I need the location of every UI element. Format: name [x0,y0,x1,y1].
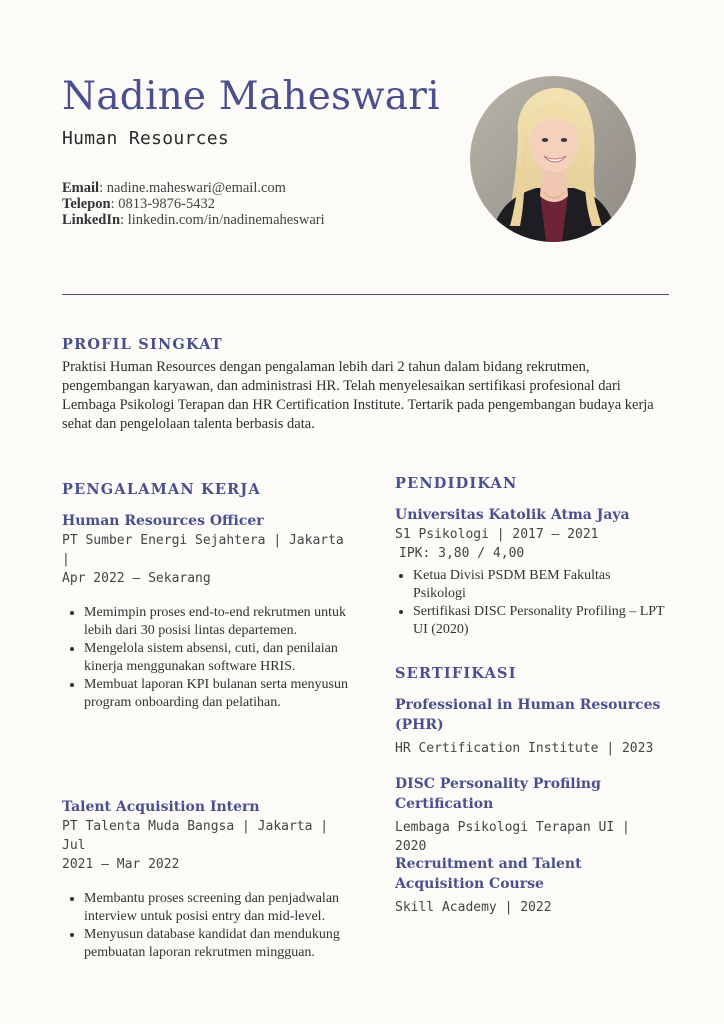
profile-section-title: PROFIL SINGKAT [62,336,223,353]
certification-issuer: Skill Academy | 2022 [395,900,552,915]
education-gpa: IPK: 3,80 / 4,00 [399,546,525,561]
job-bullet: • Membantu proses screening dan penjadwalan interview untuk posisi entry dan mid-level. [84,890,352,926]
contact-label: LinkedIn [62,212,121,228]
job-bullets [62,604,352,712]
certification-entry [395,774,665,856]
certification-name: Recruitment and Talent Acquisition Course [395,856,582,892]
contact-linkedin: LinkedIn: linkedin.com/in/nadinemaheswari [62,212,325,228]
candidate-name: Nadine Maheswari [62,74,440,119]
job-title: Talent Acquisition Intern [62,799,260,815]
certification-section-title: SERTIFIKASI [395,665,517,682]
profile-summary: Praktisi Human Resources dengan pengalaman lebih dari 2 tahun dalam bidang rekrutmen, pengembangan karyawan, dan administrasi HR. Telah menyelesaikan sertifikasi profesional dari Lembaga Psikologi Terapan dan HR Certification Institute. Tertarik pada pengembangan budaya kerja sehat dan pengelolaan talenta berbasis data. [62,359,654,432]
job-company: PT Talenta Muda Bangsa | Jakarta | Jul [62,819,329,853]
job-period: Apr 2022 – Sekarang [62,571,211,586]
contact-value: 0813-9876-5432 [118,196,215,212]
job-entry [62,797,352,962]
job-entry [62,511,352,712]
certification-entry [395,854,665,917]
contact-phone: Telepon: 0813-9876-5432 [62,196,215,212]
job-title: Human Resources Officer [62,513,264,529]
education-section-title: PENDIDIKAN [395,475,518,492]
job-period: 2021 – Mar 2022 [62,857,180,872]
certification-issuer: HR Certification Institute | 2023 [395,741,654,756]
education-degree: S1 Psikologi | 2017 – 2021 [395,527,599,542]
header-divider [62,294,669,295]
profile-photo [470,76,636,242]
profile-photo-illustration [470,76,636,242]
candidate-role: Human Resources [62,128,230,149]
experience-section-title: PENGALAMAN KERJA [62,481,261,498]
contact-email: Email: nadine.maheswari@email.com [62,180,286,196]
certification-name: DISC Personality Profiling Certification [395,776,601,812]
education-bullet: • Ketua Divisi PSDM BEM Fakultas Psikologi [413,567,665,603]
contact-label: Email [62,180,100,196]
education-entry [395,505,665,639]
contact-value: nadine.maheswari@email.com [106,180,286,196]
job-bullet: • Mengelola sistem absensi, cuti, dan penilaian kinerja menggunakan software HRIS. [84,640,352,676]
education-bullets [395,567,665,639]
education-bullet: • Sertifikasi DISC Personality Profiling – LPT UI (2020) [413,603,665,639]
certification-entry [395,695,665,758]
certification-name: Professional in Human Resources (PHR) [395,697,661,733]
job-company: PT Sumber Energi Sejahtera | Jakarta | [62,533,344,567]
contact-block [62,180,325,228]
contact-value: linkedin.com/in/nadinemaheswari [127,212,325,228]
job-bullet: • Membuat laporan KPI bulanan serta menyusun program onboarding dan pelatihan. [84,676,352,712]
certification-issuer: Lembaga Psikologi Terapan UI | 2020 [395,820,630,854]
job-bullet: • Memimpin proses end-to-end rekrutmen untuk lebih dari 30 posisi lintas departemen. [84,604,352,640]
job-bullets [62,890,352,962]
education-school: Universitas Katolik Atma Jaya [395,507,630,523]
job-bullet: • Menyusun database kandidat dan mendukung pembuatan laporan rekrutmen mingguan. [84,926,352,962]
contact-label: Telepon [62,196,111,212]
